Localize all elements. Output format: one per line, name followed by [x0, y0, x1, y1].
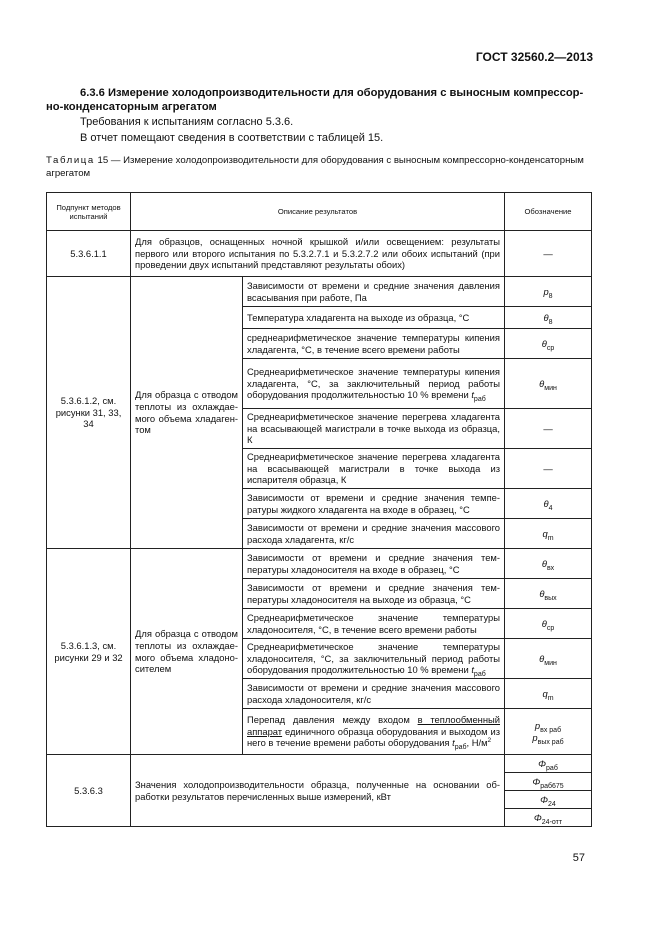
symbol-cell: [505, 639, 592, 679]
unit-superscript: 2: [487, 737, 492, 745]
symbol: Φ: [532, 775, 541, 787]
symbol-subscript: 24-отт: [541, 818, 563, 826]
symbol-cell: [505, 307, 592, 329]
table-header-row: [47, 193, 592, 231]
table-row: [47, 277, 592, 307]
symbol-subscript: раб: [546, 764, 558, 772]
symbol: θ: [539, 587, 545, 599]
description-text: Зависимости от времени и средние значения массового расхода хладоносителя, кг/с: [247, 681, 500, 705]
symbol-subscript: вых: [544, 594, 557, 602]
symbol-subscript: 8: [548, 292, 553, 300]
symbol-cell: [505, 709, 592, 755]
description-cell: [243, 307, 505, 329]
caption-text: 15 — Измерение холодопроизводительности для оборудования с выносным компрессорно-конденсаторным агрегатом: [46, 155, 584, 179]
symbol-cell: [505, 791, 592, 809]
symbol-cell: [505, 409, 592, 449]
description-cell: [243, 609, 505, 639]
description-text: Зависимости от времени и средние значения массового расхода хладагента, кг/с: [247, 521, 500, 545]
paragraph: Требования к испытаниям согласно 5.3.6.: [80, 116, 294, 128]
description-cell: [243, 449, 505, 489]
symbol-subscript: вх: [546, 564, 555, 572]
symbol-cell: [505, 359, 592, 409]
symbol-cell: —: [505, 231, 592, 277]
symbol: θ: [539, 377, 545, 389]
time-subscript: раб: [473, 671, 486, 679]
description-cell: [243, 579, 505, 609]
symbol-cell: [505, 277, 592, 307]
description-text: Перепад давления между входом: [247, 714, 418, 726]
header-clause: Подпункт методов испытаний: [47, 193, 131, 231]
group-label-cell: Для образца с отводом теплоты из охлаждаемого объема хладоносителем: [131, 549, 243, 755]
symbol-subscript: вх раб: [540, 726, 562, 734]
symbol: θ: [541, 617, 547, 629]
symbol: θ: [541, 337, 547, 349]
symbol-cell: [505, 449, 592, 489]
symbol-cell: [505, 609, 592, 639]
description-cell: [243, 359, 505, 409]
section-block: [46, 86, 591, 145]
symbol-subscript: 4: [548, 504, 553, 512]
symbol-cell: [505, 809, 592, 827]
symbol-cell: [505, 579, 592, 609]
standard-number: ГОСТ 32560.2—2013: [475, 50, 593, 64]
time-symbol: t: [471, 389, 474, 401]
symbol: θ: [543, 497, 549, 509]
symbol-subscript: вых раб: [537, 738, 564, 746]
header-symbol: Обозначение: [505, 193, 592, 231]
symbol-subscript: раб675: [540, 782, 564, 790]
symbol: θ: [539, 652, 545, 664]
description-text: Зависимости от времени и средние значения температуры жидкого хладагента на входе в образец, °C: [247, 491, 500, 515]
table-caption: [46, 155, 591, 180]
description-cell: [243, 277, 505, 307]
description-cell: [243, 409, 505, 449]
symbol: p: [534, 719, 541, 731]
description-text: Среднеарифметическое значение перегрева хладагента на всасывающей магистрали в точке выхода из образца, К: [247, 411, 500, 446]
symbol: q: [542, 527, 548, 539]
symbol-cell: [505, 519, 592, 549]
symbol-cell: [505, 773, 592, 791]
table-row: [47, 231, 592, 277]
symbol-subscript: m: [547, 694, 554, 702]
symbol: p: [532, 731, 538, 743]
paragraph: В отчет помещают сведения в соответствии с таблицей 15.: [80, 131, 384, 144]
symbol: —: [543, 422, 553, 434]
symbol-cell: [505, 549, 592, 579]
symbol-subscript: мин: [544, 384, 557, 392]
symbol: Φ: [538, 757, 547, 769]
symbol: θ: [543, 311, 549, 323]
description-text: Температура хладагента на выходе из образца, °C: [247, 311, 470, 323]
header-description: Описание результатов: [131, 193, 505, 231]
description-cell: [243, 639, 505, 679]
symbol: p: [543, 285, 549, 297]
description-text: среднеарифметическое значение температуры кипения хладагента, °C, в течение всего времени работы: [247, 331, 500, 355]
description-text: Зависимости от времени и средние значения давления всасывания при работе, Па: [247, 279, 500, 303]
description-text: Зависимости от времени и средние значения температуры хладоносителя на выходе из образца, °C: [247, 581, 500, 605]
description-cell: Для образцов, оснащенных ночной крышкой и/или освещением: результаты первого или второго испытания по 5.3.2.7.1 и 5.3.2.7.2 или обоих испытаний (при проведении двух испытаний представляют результаты обоих): [131, 231, 505, 277]
description-cell: [243, 519, 505, 549]
page-number: 57: [572, 852, 585, 864]
group-label-cell: Для образца с отводом теплоты из охлаждаемого объема хладагентом: [131, 277, 243, 549]
symbol: —: [543, 462, 553, 474]
symbol: Φ: [533, 811, 542, 823]
description-text: Среднеарифметическое значение температуры кипения хладагента, °C, за заключительный период работы оборудования продолжительностью 10 % времени: [247, 366, 500, 401]
clause-cell: 5.3.6.1.2, см. рисунки 31, 33, 34: [47, 277, 131, 549]
symbol-subscript: мин: [544, 659, 557, 667]
symbol-subscript: 24: [548, 800, 556, 808]
clause-cell: 5.3.6.1.1: [47, 231, 131, 277]
description-text: Зависимости от времени и средние значения температуры хладоносителя на входе в образец, °C: [247, 551, 500, 575]
time-subscript: раб: [473, 396, 486, 404]
caption-label: Таблица: [46, 155, 95, 166]
results-table: [46, 192, 592, 827]
description-cell: [243, 679, 505, 709]
symbol-subscript: m: [547, 534, 554, 542]
table-row: [47, 755, 592, 773]
symbol-subscript: 8: [548, 318, 553, 326]
clause-cell: 5.3.6.3: [47, 755, 131, 827]
symbol-cell: [505, 755, 592, 773]
symbol: θ: [541, 557, 547, 569]
description-cell: [243, 549, 505, 579]
time-symbol: t: [471, 664, 474, 676]
symbol: Φ: [540, 793, 549, 805]
symbol-cell: [505, 679, 592, 709]
table-row: [47, 549, 592, 579]
description-cell: Значения холодопроизводительности образца, полученные на основании обработки результатов перечисленных выше измерений, кВт: [131, 755, 505, 827]
description-cell: [243, 489, 505, 519]
symbol: q: [542, 687, 548, 699]
time-symbol: t: [452, 737, 455, 749]
symbol-subscript: ср: [546, 344, 555, 352]
description-cell: [243, 709, 505, 755]
table-group-refrigerant: [47, 549, 592, 755]
symbol-cell: [505, 489, 592, 519]
unit-text: , Н/м: [466, 737, 488, 749]
section-heading: 6.3.6 Измерение холодопроизводительности для оборудования с выносным компрессорно-конденсаторным агрегатом: [46, 87, 584, 113]
description-text: Среднеарифметическое значение температуры хладоносителя, °C, за заключительный период работы оборудования продолжительностью 10 % времени: [247, 641, 500, 676]
description-text: Среднеарифметическое значение перегрева хладагента на всасывающей магистрали в точке выхода из испарителя образца, К: [247, 451, 500, 486]
symbol-subscript: ср: [546, 624, 555, 632]
time-subscript: раб: [454, 744, 467, 752]
underlined-text: в теплообменный аппарат: [247, 714, 500, 737]
description-cell: [243, 329, 505, 359]
description-text: Среднеарифметическое значение температуры хладоносителя, °C, в течение всего времени работы: [247, 611, 500, 635]
description-text: единичного образца оборудования и выходом из него в течение времени работы оборудования: [247, 725, 500, 749]
clause-cell: 5.3.6.1.3, см. рисунки 29 и 32: [47, 549, 131, 755]
symbol-cell: [505, 329, 592, 359]
